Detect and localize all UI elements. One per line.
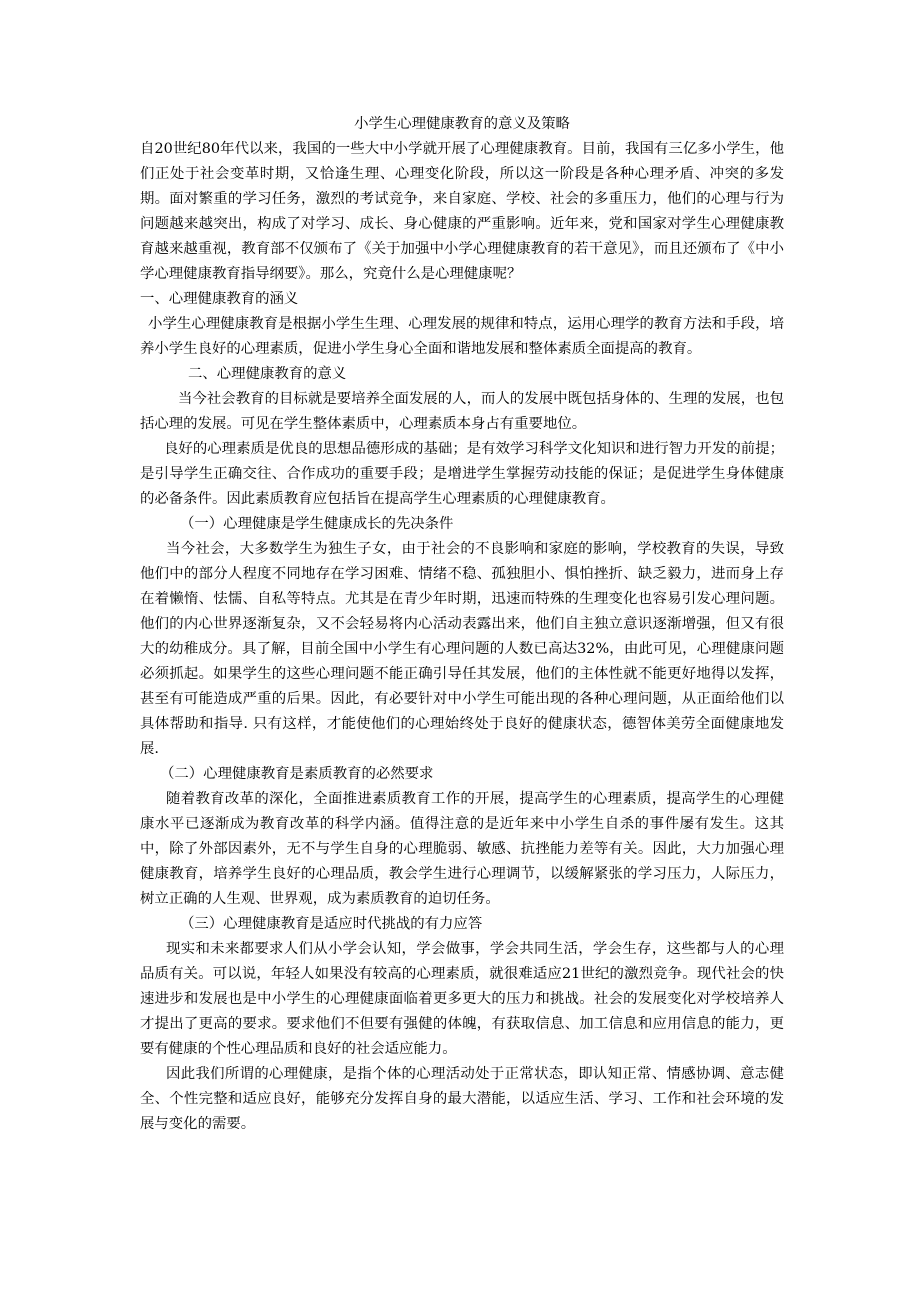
section1-heading: 一、心理健康教育的涵义 <box>140 291 299 307</box>
section1-paragraph: 小学生心理健康教育是根据小学生生理、心理发展的规律和特点，运用心理学的教育方法和手段，培养小学生良好的心理素质，促进小学生身心全面和谐地发展和整体素质全面提高的教育。 <box>140 316 784 357</box>
subsection1-paragraph: 当今社会，大多数学生为独生子女，由于社会的不良影响和家庭的影响，学校教育的失误，导致他们中的部分人程度不同地存在学习困难、情绪不稳、孤独胆小、惧怕挫折、缺乏毅力，进而身上存在着懒惰、怯懦、自私等特点。尤其是在青少年时期，迅速而特殊的生理变化也容易引发心理问题。他们的内心世界逐渐复杂，又不会轻易将内心活动表露出来，他们自主独立意识逐渐增强，但又有很大的幼稚成分。具了解，目前全国中小学生有心理问题的人数已高达32%，由此可见，心理健康问题必须抓起。如果学生的这些心理问题不能正确引导任其发展，他们的主体性就不能更好地得以发挥，甚至有可能造成严重的后果。因此，有必要针对中小学生可能出现的各种心理问题，从正面给他们以具体帮助和指导. 只有这样，才能使他们的心理始终处于良好的健康状态，德智体美劳全面健康地发展. <box>140 541 784 757</box>
subsection3-heading: （三）心理健康教育是适应时代挑战的有力应答 <box>180 916 483 932</box>
section2-paragraph-1: 当今社会教育的目标就是要培养全面发展的人，而人的发展中既包括身体的、生理的发展，也包括心理的发展。可见在学生整体素质中，心理素质本身占有重要地位。 <box>140 391 784 432</box>
conclusion-paragraph: 因此我们所谓的心理健康，是指个体的心理活动处于正常状态，即认知正常、情感协调、意志健全、个性完整和适应良好，能够充分发挥自身的最大潜能，以适应生活、学习、工作和社会环境的发展与变化的需要。 <box>140 1066 784 1132</box>
section2-paragraph-2: 良好的心理素质是优良的思想品德形成的基础；是有效学习科学文化知识和进行智力开发的前提；是引导学生正确交往、合作成功的重要手段；是增进学生掌握劳动技能的保证；是促进学生身体健康的必备条件。因此素质教育应包括旨在提高学生心理素质的心理健康教育。 <box>140 441 784 507</box>
section2-heading: 二、心理健康教育的意义 <box>188 366 347 382</box>
document-title: 小学生心理健康教育的意义及策略 <box>354 116 570 132</box>
subsection1-heading: （一）心理健康是学生健康成长的先决条件 <box>180 516 454 532</box>
document-page <box>140 112 784 1137</box>
subsection3-paragraph: 现实和未来都要求人们从小学会认知，学会做事，学会共同生活，学会生存，这些都与人的心理品质有关。可以说，年轻人如果没有较高的心理素质，就很难适应21世纪的激烈竞争。现代社会的快速进步和发展也是中小学生的心理健康面临着更多更大的压力和挑战。社会的发展变化对学校培养人才提出了更高的要求。要求他们不但要有强健的体魄，有获取信息、加工信息和应用信息的能力，更要有健康的个性心理品质和良好的社会适应能力。 <box>140 941 784 1057</box>
subsection2-heading: （二）心理健康教育是素质教育的必然要求 <box>160 766 434 782</box>
subsection2-paragraph: 随着教育改革的深化，全面推进素质教育工作的开展，提高学生的心理素质，提高学生的心理健康水平已逐渐成为教育改革的科学内涵。值得注意的是近年来中小学生自杀的事件屡有发生。这其中，除了外部因素外，无不与学生自身的心理脆弱、敏感、抗挫能力差等有关。因此，大力加强心理健康教育，培养学生良好的心理品质，教会学生进行心理调节，以缓解紧张的学习压力，人际压力，树立正确的人生观、世界观，成为素质教育的迫切任务。 <box>140 791 784 907</box>
intro-paragraph: 自20世纪80年代以来，我国的一些大中小学就开展了心理健康教育。目前，我国有三亿多小学生，他们正处于社会变革时期，又恰逢生理、心理变化阶段，所以这一阶段是各种心理矛盾、冲突的多发期。面对繁重的学习任务，激烈的考试竞争，来自家庭、学校、社会的多重压力，他们的心理与行为问题越来越突出，构成了对学习、成长、身心健康的严重影响。近年来，党和国家对学生心理健康教育越来越重视，教育部不仅颁布了《关于加强中小学心理健康教育的若干意见》，而且还颁布了《中小学心理健康教育指导纲要》。那么，究竟什么是心理健康呢？ <box>140 141 784 282</box>
